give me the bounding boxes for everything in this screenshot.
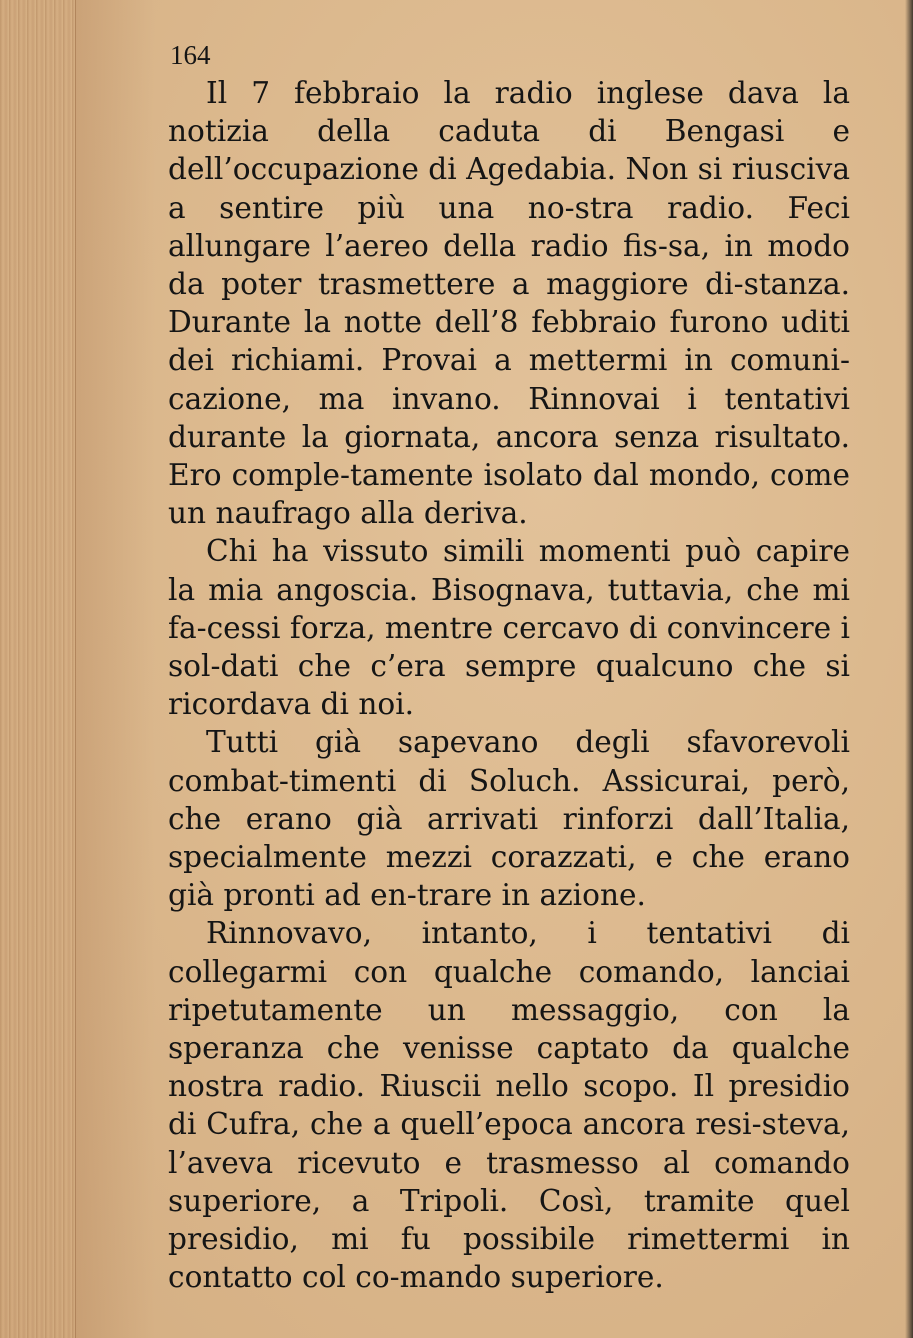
page-number: 164 — [170, 40, 211, 70]
paragraph: Rinnovavo, intanto, i tentativi di collegarmi con qualche comando, lanciai ripetutamente un messaggio, con la speranza che venisse captato da qualche nostra radio. Riuscii nello scopo. Il presidio di Cufra, che a quell’epoca ancora resi-steva, l’aveva ricevuto e trasmesso al comando superiore, a Tripoli. Così, tramite quel presidio, mi fu possibile rimettermi in contatto col co-mando superiore. — [168, 916, 850, 1295]
page-body — [168, 74, 850, 1297]
page-right-edge — [905, 0, 913, 1338]
book-spine — [0, 0, 76, 1338]
paragraph: Tutti già sapevano degli sfavorevoli combat-timenti di Soluch. Assicurai, però, che erano già arrivati rinforzi dall’Italia, specialmente mezzi corazzati, e che erano già pronti ad en-trare in azione. — [168, 725, 850, 913]
spine-shadow — [75, 0, 155, 1338]
paragraph: Il 7 febbraio la radio inglese dava la notizia della caduta di Bengasi e dell’occupazione di Agedabia. Non si riusciva a sentire più una no-stra radio. Feci allungare l’aereo della radio fis-sa, in modo da poter trasmettere a maggiore di-stanza. Durante la notte dell’8 febbraio furono uditi dei richiami. Provai a mettermi in comuni-cazione, ma invano. Rinnovai i tentativi durante la giornata, ancora senza risultato. Ero comple-tamente isolato dal mondo, come un naufrago alla deriva. — [168, 76, 850, 531]
paragraph: Chi ha vissuto simili momenti può capire la mia angoscia. Bisognava, tuttavia, che mi fa-cessi forza, mentre cercavo di convincere i sol-dati che c’era sempre qualcuno che si ricordava di noi. — [168, 534, 851, 722]
